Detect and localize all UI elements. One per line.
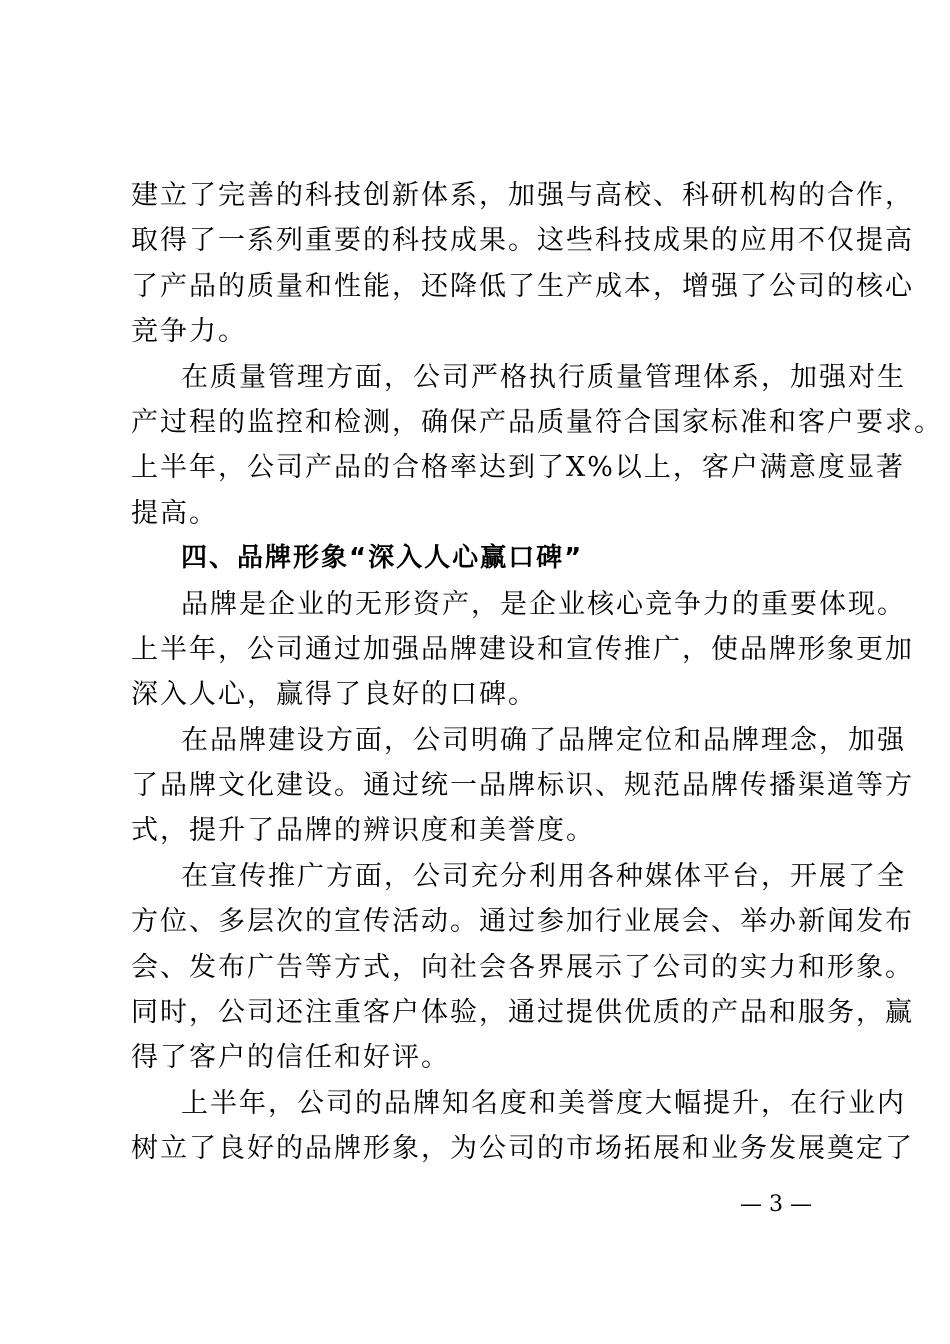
text-line: 深入人心，赢得了良好的口碑。 xyxy=(131,679,537,711)
text-line: 在品牌建设方面，公司明确了品牌定位和品牌理念，加强 xyxy=(181,724,906,756)
text-line: 同时，公司还注重客户体验，通过提供优质的产品和服务，赢 xyxy=(131,997,914,1029)
text-line: 了品牌文化建设。通过统一品牌标识、规范品牌传播渠道等方 xyxy=(131,770,914,802)
section-heading: 四、品牌形象“深入人心赢口碑” xyxy=(181,543,584,574)
text-line: 品牌是企业的无形资产，是企业核心竞争力的重要体现。 xyxy=(181,588,906,620)
text-line: 方位、多层次的宣传活动。通过参加行业展会、举办新闻发布 xyxy=(131,906,914,938)
text-line: 上半年，公司的品牌知名度和美誉度大幅提升，在行业内 xyxy=(181,1087,906,1119)
text-line: 式，提升了品牌的辨识度和美誉度。 xyxy=(131,815,595,847)
body-text xyxy=(131,173,943,1172)
text-line: 在质量管理方面，公司严格执行质量管理体系，加强对生 xyxy=(181,361,906,393)
page-number: — 3 — xyxy=(740,1192,812,1217)
text-line: 提高。 xyxy=(131,497,218,529)
text-line: 上半年，公司产品的合格率达到了X%以上，客户满意度显著 xyxy=(131,452,905,484)
text-line: 建立了完善的科技创新体系，加强与高校、科研机构的合作， xyxy=(131,180,914,211)
text-line: 取得了一系列重要的科技成果。这些科技成果的应用不仅提高 xyxy=(131,225,914,257)
text-line: 得了客户的信任和好评。 xyxy=(131,1042,450,1074)
text-line: 树立了良好的品牌形象，为公司的市场拓展和业务发展奠定了 xyxy=(131,1133,914,1165)
text-line: 产过程的监控和检测，确保产品质量符合国家标准和客户要求。 xyxy=(131,406,943,438)
text-line: 在宣传推广方面，公司充分利用各种媒体平台，开展了全 xyxy=(181,860,906,892)
text-line: 上半年，公司通过加强品牌建设和宣传推广，使品牌形象更加 xyxy=(131,633,914,665)
text-line: 竞争力。 xyxy=(131,316,247,348)
text-line: 会、发布广告等方式，向社会各界展示了公司的实力和形象。 xyxy=(131,951,914,983)
text-line: 了产品的质量和性能，还降低了生产成本，增强了公司的核心 xyxy=(131,270,914,302)
